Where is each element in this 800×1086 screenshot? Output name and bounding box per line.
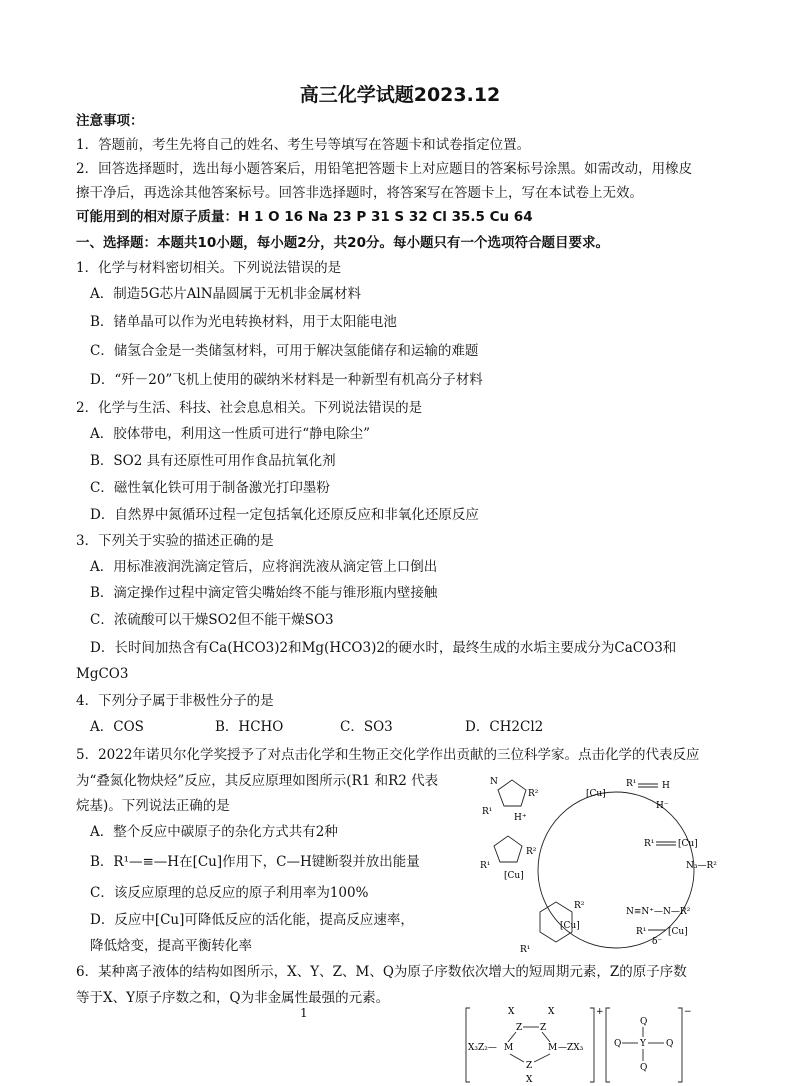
- metallacycle-cu: [Cu]: [560, 921, 580, 931]
- acetylide-cu: [Cu]: [678, 839, 698, 849]
- q5-option-b: B．R¹—≡—H在[Cu]作用下，C—H键断裂并放出能量: [90, 854, 420, 870]
- cation-m-right: M: [548, 1043, 558, 1053]
- proton-label: H⁺: [514, 813, 527, 823]
- cation-z-left: Z: [516, 1023, 523, 1033]
- q5-option-c: C．该反应原理的总反应的原子利用率为100%: [90, 885, 369, 901]
- q4-stem: 4．下列分子属于非极性分子的是: [76, 693, 274, 709]
- hydride-label: H⁻: [656, 801, 669, 811]
- q4-option-c: C．SO3: [340, 719, 393, 735]
- q4-option-d: D．CH2Cl2: [465, 719, 544, 735]
- alkyne-h: H: [662, 781, 670, 791]
- q2-option-c: C．磁性氧化铁可用于制备激光打印墨粉: [90, 480, 330, 496]
- q4-options: [90, 718, 590, 736]
- notice-item-2b: 擦干净后，再选涂其他答案标号。回答非选择题时，将答案写在答题卡上，写在本试卷上无效。: [76, 185, 643, 201]
- cation-x-bottom: X: [526, 1075, 533, 1085]
- q1-stem: 1．化学与材料密切相关。下列说法错误的是: [76, 260, 342, 276]
- q3-option-d-line2: MgCO3: [76, 666, 129, 682]
- cu-catalyst-top: [Cu]: [586, 789, 606, 799]
- q5-option-d-line1: D．反应中[Cu]可降低反应的活化能，提高反应速率，: [90, 912, 414, 928]
- triazolide-ring: [494, 836, 522, 862]
- q2-option-d: D．自然界中氮循环过程一定包括氧化还原反应和非氧化还原反应: [90, 507, 479, 523]
- acetylide-r1: R¹: [644, 839, 655, 849]
- cation-m-left: M: [504, 1043, 514, 1053]
- triazolide-r1: R¹: [480, 861, 491, 871]
- q3-option-a: A．用标准液润洗滴定管后，应将润洗液从滴定管上口倒出: [90, 559, 438, 575]
- cation-z-right: Z: [540, 1023, 547, 1033]
- notice-item-2a: 2．回答选择题时，选出每小题答案后，用铅笔把答题卡上对应题目的答案标号涂黑。如需改动，用橡皮: [76, 161, 693, 177]
- triazolide-r2: R²: [526, 847, 537, 857]
- cation-left-group: X₃Z₂—: [468, 1043, 497, 1053]
- q3-stem: 3．下列关于实验的描述正确的是: [76, 533, 274, 549]
- page-number: 1: [300, 1006, 308, 1020]
- q2-stem: 2．化学与生活、科技、社会息息相关。下列说法错误的是: [76, 400, 423, 416]
- exam-title: 高三化学试题2023.12: [299, 84, 501, 106]
- triazole-r1: R¹: [482, 807, 493, 817]
- q5-option-a: A．整个反应中碳原子的杂化方式共有2种: [90, 824, 338, 840]
- q1-option-a: A．制造5G芯片AlN晶圆属于无机非金属材料: [90, 286, 362, 302]
- anion-q-bottom: Q: [640, 1063, 648, 1073]
- q6-stem-line2: 等于X、Y原子序数之和，Q为非金属性最强的元素。: [76, 990, 390, 1006]
- azide-complex: N≡N⁺—N—R²: [626, 907, 691, 917]
- anion-q-right: Q: [666, 1039, 674, 1049]
- q1-option-d: D．“歼－20”飞机上使用的碳纳米材料是一种新型有机高分子材料: [90, 372, 483, 388]
- anion-q-left: Q: [614, 1039, 622, 1049]
- complex-cu: [Cu]: [668, 927, 688, 937]
- metallacycle-r1: R¹: [520, 945, 531, 955]
- notice-heading: 注意事项：: [76, 113, 144, 129]
- q2-option-a: A．胶体带电，利用这一性质可进行“静电除尘”: [90, 426, 371, 442]
- triazole-product: [482, 777, 539, 823]
- anion-charge: −: [684, 1007, 692, 1017]
- q3-option-b: B．滴定操作过程中滴定管尖嘴始终不能与锥形瓶内壁接触: [90, 585, 438, 601]
- q5-stem-line1: 5．2022年诺贝尔化学奖授予了对点击化学和生物正交化学作出贡献的三位科学家。点击化学的代表反应: [76, 747, 700, 763]
- azide-reagent: N₃—R²: [686, 861, 717, 871]
- q3-option-d-line1: D．长时间加热含有Ca(HCO3)2和Mg(HCO3)2的硬水时，最终生成的水垢主要成分为CaCO3和: [90, 640, 677, 656]
- cation-charge: +: [596, 1007, 604, 1017]
- cation-z-bottom: Z: [526, 1061, 533, 1071]
- q5-option-d-line2: 降低焓变，提高平衡转化率: [90, 938, 252, 954]
- section-1-heading: 一、选择题：本题共10小题，每小题2分，共20分。每小题只有一个选项符合题目要求。: [76, 235, 609, 251]
- q1-option-b: B．锗单晶可以作为光电转换材料，用于太阳能电池: [90, 314, 397, 330]
- q3-option-c: C．浓硫酸可以干燥SO2但不能干燥SO3: [90, 612, 334, 628]
- q4-option-b: B．HCHO: [215, 719, 284, 735]
- triazole-n-label: N: [490, 777, 498, 787]
- alkyne-r1: R¹: [626, 779, 637, 789]
- cation-right-group: —ZX₃: [558, 1043, 584, 1053]
- cation-x-right: X: [548, 1007, 555, 1017]
- complex-r1: R¹: [636, 927, 647, 937]
- ionic-liquid-structure: [462, 1004, 692, 1086]
- anion-y-center: Y: [640, 1039, 646, 1049]
- triazolide-cu: [Cu]: [504, 871, 524, 881]
- q2-option-b: B．SO2 具有还原性可用作食品抗氧化剂: [90, 453, 336, 469]
- anion-q-top: Q: [640, 1017, 648, 1027]
- q4-option-a: A．COS: [90, 719, 144, 735]
- notice-item-1: 1．答题前，考生先将自己的姓名、考生号等填写在答题卡和试卷指定位置。: [76, 137, 531, 153]
- triazole-r2: R²: [528, 789, 539, 799]
- q6-stem-line1: 6．某种离子液体的结构如图所示，X、Y、Z、M、Q为原子序数依次增大的短周期元素，Z的原子序数: [76, 964, 687, 980]
- cation-x-left: X: [508, 1007, 515, 1017]
- metallacycle-r2: R²: [574, 901, 585, 911]
- q5-stem-line2: 为“叠氮化物炔烃”反应，其反应原理如图所示(R1 和R2 代表: [76, 773, 439, 789]
- click-reaction-cycle-diagram: [476, 762, 746, 972]
- delta-minus: δ⁻: [652, 937, 663, 947]
- atomic-masses: 可能用到的相对原子质量：H 1 O 16 Na 23 P 31 S 32 Cl 35.5 Cu 64: [76, 209, 533, 225]
- q5-stem-line3: 烷基)。下列说法正确的是: [76, 798, 230, 814]
- q1-option-c: C．储氢合金是一类储氢材料，可用于解决氢能储存和运输的难题: [90, 343, 479, 359]
